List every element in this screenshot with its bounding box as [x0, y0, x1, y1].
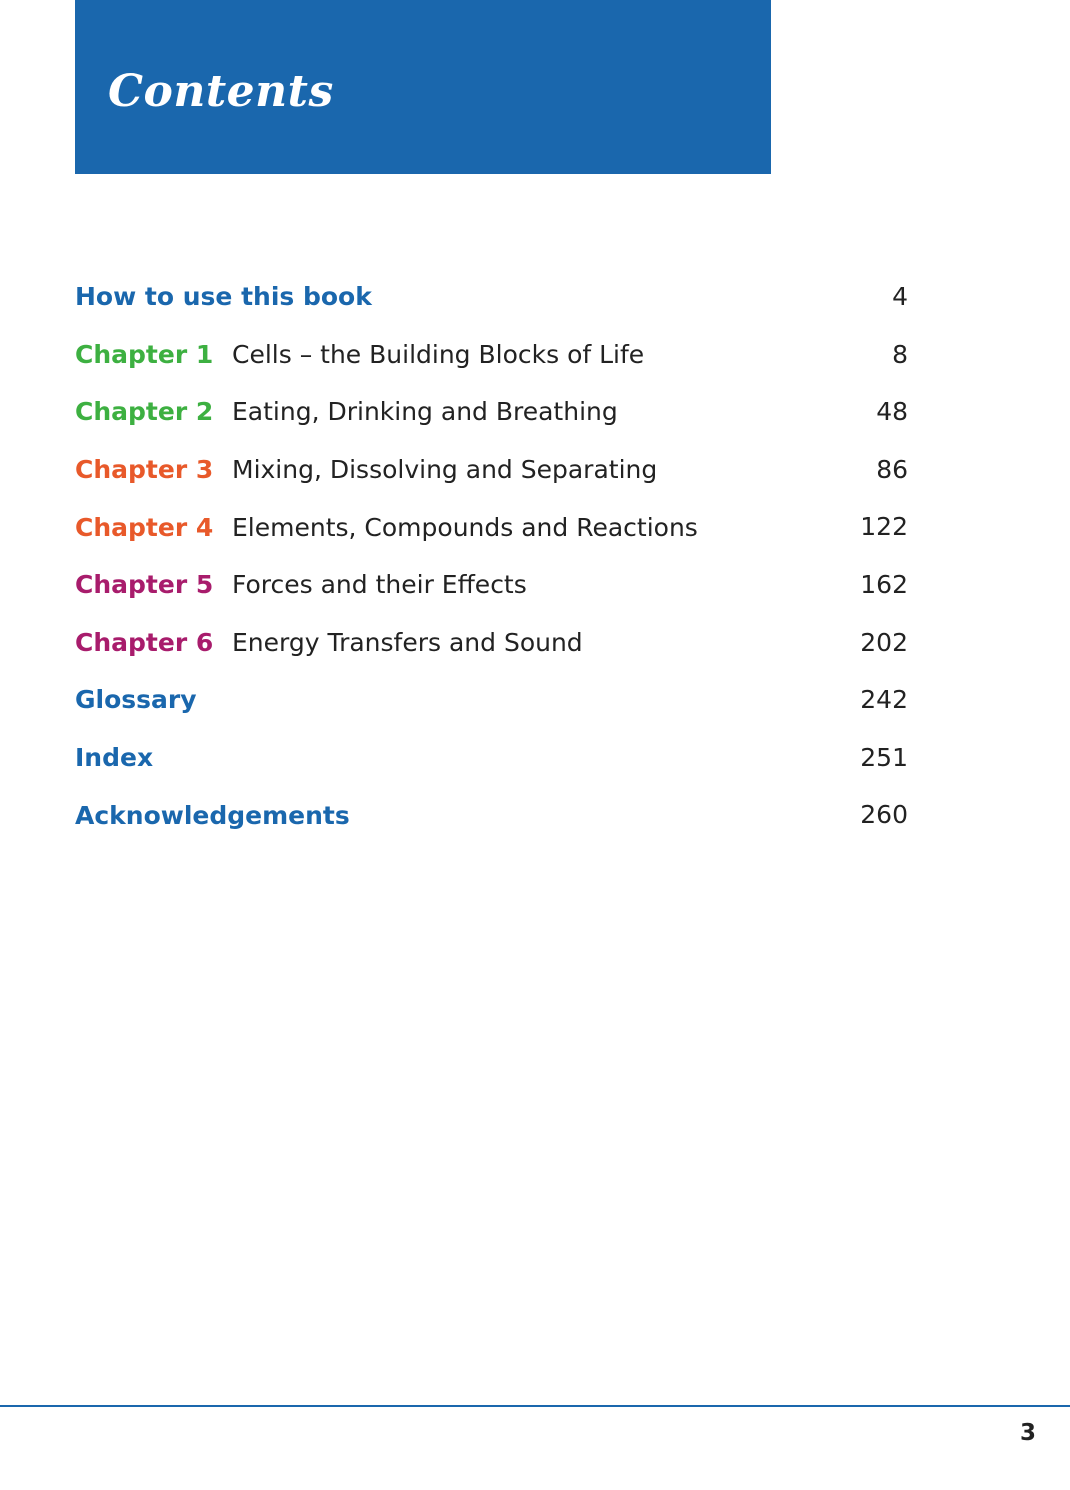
- page-title: Contents: [108, 66, 334, 117]
- toc-chapter-title: Cells – the Building Blocks of Life: [232, 339, 645, 369]
- toc-entry-label: Acknowledgements: [75, 800, 350, 830]
- toc-entry-page: 251: [860, 742, 908, 772]
- toc-chapter-label: Chapter 1: [75, 339, 214, 369]
- toc-chapter-title: Eating, Drinking and Breathing: [232, 397, 618, 427]
- toc-entry-label: Index: [75, 743, 154, 773]
- toc-entry-page: 86: [876, 454, 908, 484]
- toc-entry-page: 242: [860, 685, 908, 715]
- toc-entry-label: Glossary: [75, 685, 197, 715]
- toc-entry-page: 202: [860, 627, 908, 657]
- toc-entry-page: 122: [860, 512, 908, 542]
- table-of-contents: [75, 268, 908, 844]
- toc-entry-chapter-5[interactable]: [75, 556, 908, 614]
- header-band: [75, 0, 771, 174]
- toc-entry-how-to-use[interactable]: [75, 268, 908, 326]
- toc-entry-chapter-1[interactable]: [75, 326, 908, 384]
- toc-chapter-title: Elements, Compounds and Reactions: [232, 512, 698, 542]
- toc-chapter-title: Forces and their Effects: [232, 570, 527, 600]
- toc-entry-page: 4: [892, 282, 908, 311]
- toc-chapter-title: Mixing, Dissolving and Separating: [232, 455, 658, 485]
- toc-entry-label: How to use this book: [75, 282, 372, 312]
- toc-entry-index[interactable]: [75, 729, 908, 787]
- toc-entry-glossary[interactable]: [75, 671, 908, 729]
- toc-chapter-label: Chapter 6: [75, 627, 214, 657]
- toc-chapter-label: Chapter 3: [75, 455, 214, 485]
- toc-entry-chapter-6[interactable]: [75, 614, 908, 672]
- toc-entry-chapter-3[interactable]: [75, 441, 908, 499]
- toc-entry-page: 260: [860, 800, 908, 830]
- toc-chapter-label: Chapter 4: [75, 512, 214, 542]
- toc-entry-chapter-4[interactable]: [75, 498, 908, 556]
- toc-entry-acknowledgements[interactable]: [75, 786, 908, 844]
- toc-entry-page: 8: [892, 339, 908, 369]
- toc-entry-page: 48: [876, 397, 908, 427]
- toc-chapter-label: Chapter 5: [75, 570, 214, 600]
- toc-chapter-title: Energy Transfers and Sound: [232, 627, 583, 657]
- toc-entry-chapter-2[interactable]: [75, 383, 908, 441]
- footer-rule: [0, 1405, 1070, 1407]
- toc-chapter-label: Chapter 2: [75, 397, 214, 427]
- toc-entry-page: 162: [860, 569, 908, 599]
- page-number: 3: [1019, 1420, 1036, 1446]
